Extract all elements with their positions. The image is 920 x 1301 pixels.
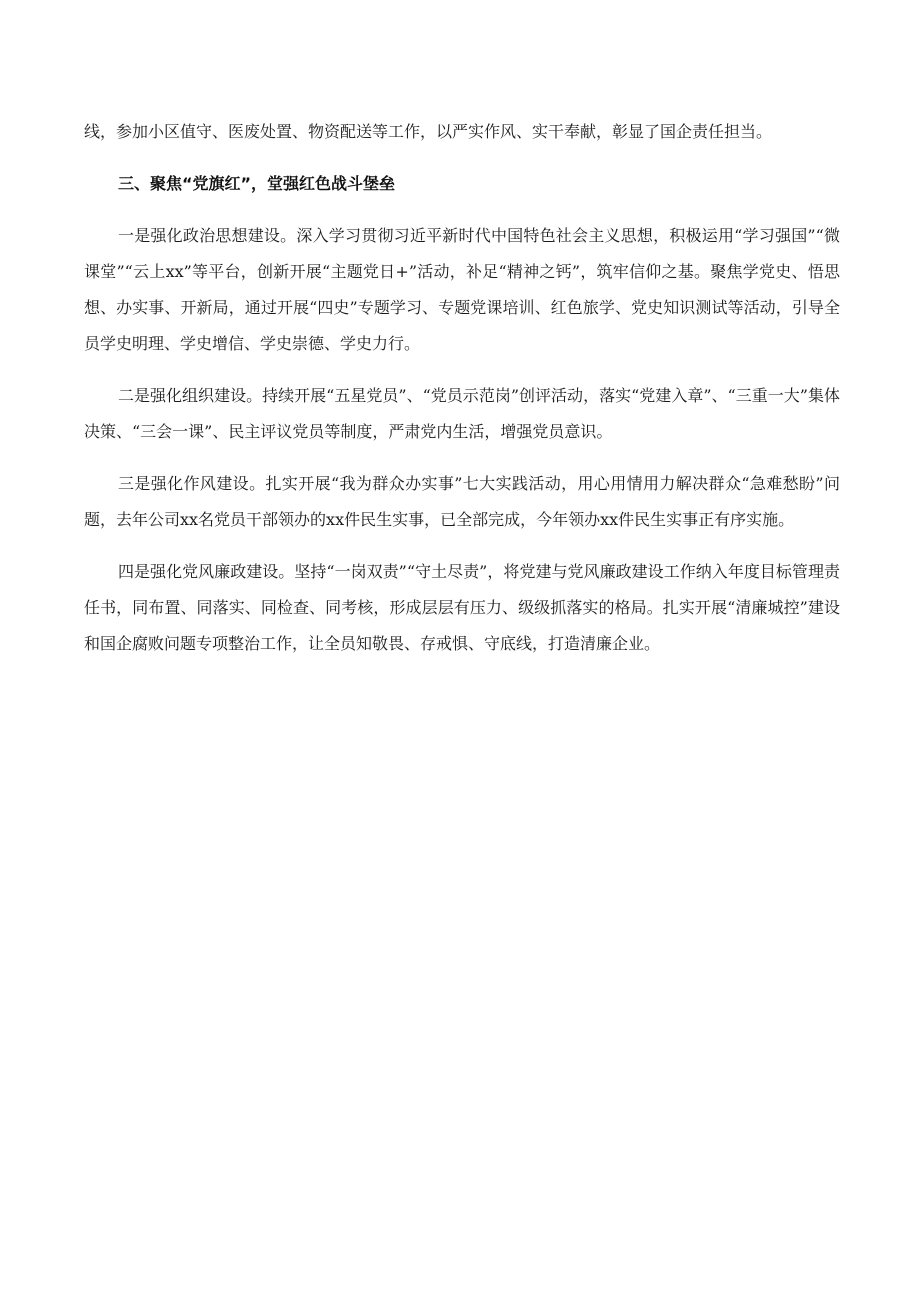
paragraph-gap: [84, 150, 840, 166]
section-heading: 三、聚焦“党旗红”，堂强红色战斗堡垒: [118, 174, 396, 193]
paragraph-gap: [84, 362, 840, 378]
document-body: [84, 114, 840, 662]
paragraph-work-style: 三是强化作风建设。扎实开展“我为群众办实事”七大实践活动，用心用情用力解决群众“急难愁盼”问题，去年公司xx名党员干部领办的xx件民生实事，已全部完成，今年领办xx件民生实事正有序实施。: [84, 474, 840, 529]
paragraph-gap: [84, 202, 840, 218]
paragraph-integrity: 四是强化党风廉政建设。坚持“一岗双责”“守土尽责”，将党建与党风廉政建设工作纳入年度目标管理责任书，同布置、同落实、同检查、同考核，形成层层有压力、级级抓落实的格局。扎实开展“清廉城控”建设和国企腐败问题专项整治工作，让全员知敬畏、存戒惧、守底线，打造清廉企业。: [84, 562, 840, 653]
paragraph-organization: 二是强化组织建设。持续开展“五星党员”、“党员示范岗”创评活动，落实“党建入章”、“三重一大”集体决策、“三会一课”、民主评议党员等制度，严肃党内生活，增强党员意识。: [84, 386, 840, 441]
paragraph-continuation: 线，参加小区值守、医废处置、物资配送等工作，以严实作风、实干奉献，彰显了国企责任担当。: [84, 122, 773, 141]
paragraph-gap: [84, 538, 840, 554]
paragraph-gap: [84, 450, 840, 466]
paragraph-political-thought: 一是强化政治思想建设。深入学习贯彻习近平新时代中国特色社会主义思想，积极运用“学习强国”“微课堂”“云上xx”等平台，创新开展“主题党日+”活动，补足“精神之钙”，筑牢信仰之基。聚焦学党史、悟思想、办实事、开新局，通过开展“四史”专题学习、专题党课培训、红色旅学、党史知识测试等活动，引导全员学史明理、学史增信、学史崇德、学史力行。: [84, 226, 840, 353]
